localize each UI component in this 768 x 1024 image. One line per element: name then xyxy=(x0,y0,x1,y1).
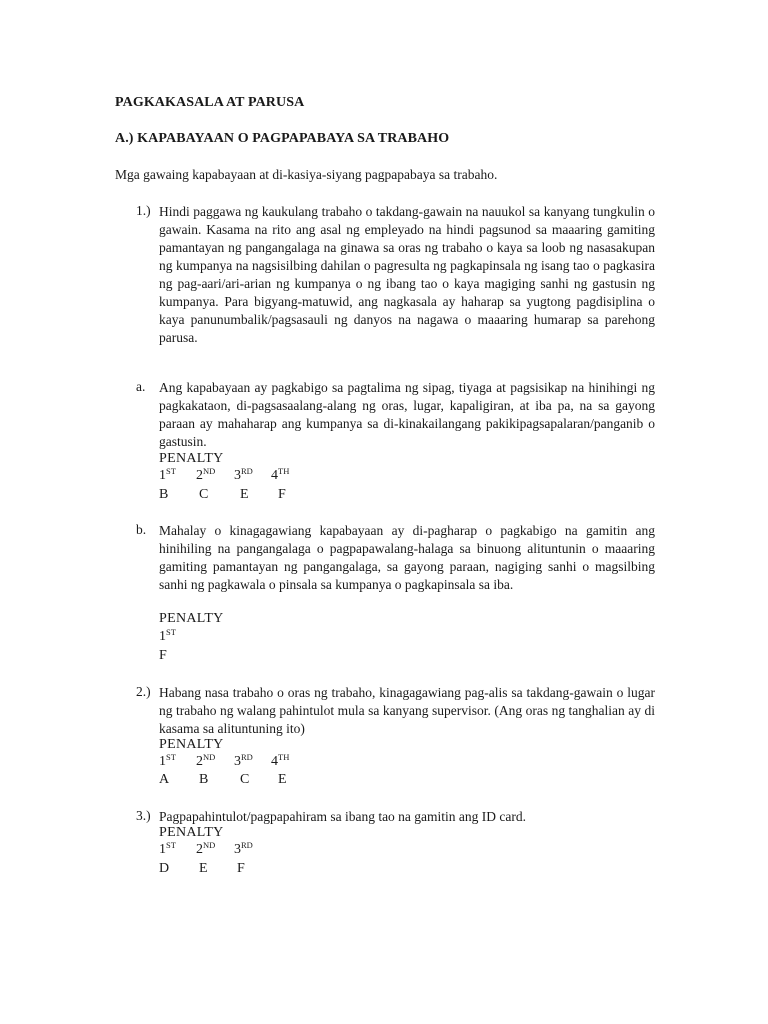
item-marker: 3.) xyxy=(136,808,151,823)
penalty-label: PENALTY xyxy=(159,611,224,626)
item-text: Pagpapahintulot/pagpapahiram sa ibang tao na gamitin ang ID card. xyxy=(159,809,527,824)
item-text: Habang nasa trabaho o oras ng trabaho, kinagagawiang pag-alis sa takdang-gawain o lugar ng trabaho ng walang pahintulot mula sa kanyang supervisor. (Ang oras ng tanghalian ay di kasama sa alituntuning ito) xyxy=(159,685,655,736)
offense-ordinal: 3RD xyxy=(234,840,253,857)
offense-ordinal: 1ST xyxy=(159,840,176,857)
offense-ordinal: 1ST xyxy=(159,627,176,644)
penalty-code: E xyxy=(240,487,249,502)
penalty-code: F xyxy=(159,648,167,663)
penalty-label: PENALTY xyxy=(159,451,224,466)
offense-ordinal: 1ST xyxy=(159,466,176,483)
offense-ordinal: 2ND xyxy=(196,752,216,769)
offense-ordinal: 4TH xyxy=(271,752,290,769)
item-marker: 1.) xyxy=(136,203,151,218)
penalty-label: PENALTY xyxy=(159,737,224,752)
offense-ordinal: 2ND xyxy=(196,840,216,857)
item-marker: 2.) xyxy=(136,684,151,699)
penalty-code: F xyxy=(278,487,286,502)
offense-ordinal: 2ND xyxy=(196,466,216,483)
item-text: Ang kapabayaan ay pagkabigo sa pagtalima ng sipag, tiyaga at pagsisikap na hinihingi ng pagkakataon, di-pagsasaalang-alang ng oras, lugar, kapaligiran, at iba pa, na sa gayong paraan ay mahaharap ang kumpanya sa di-kinakailangang pakikipagsapalaran/panganib o gastusin. xyxy=(159,380,655,449)
item-marker: a. xyxy=(136,379,146,394)
penalty-code: C xyxy=(199,487,209,502)
section-heading: A.) KAPABAYAAN O PAGPAPABAYA SA TRABAHO xyxy=(115,131,450,146)
penalty-code: B xyxy=(199,772,209,787)
penalty-code: F xyxy=(237,861,245,876)
penalty-code: C xyxy=(240,772,250,787)
section-intro: Mga gawaing kapabayaan at di-kasiya-siyang pagpapabaya sa trabaho. xyxy=(115,167,498,182)
offense-ordinal: 4TH xyxy=(271,466,290,483)
item-text: Hindi paggawa ng kaukulang trabaho o takdang-gawain na nauukol sa kanyang tungkulin o gawain. Kasama na rito ang asal ng empleyado na hindi pagsunod sa maaaring gamiting pamantayan ng pangangalaga na ginawa sa oras ng trabaho o kaya sa loob ng nasasakupan ng kumpanya na nagsisilbing dahilan o pagresulta ng pagkapinsala ng isang tao o pagkasira ng pag-aari/ari-arian ng kumpanya o ng ibang tao o kaya magiging sanhi ng gastusin ng kumpanya. Para bigyang-matuwid, ang nagkasala ay haharap sa yugtong pagdisiplina o kaya panunumbalik/pagsasauli ng danyos na nagawa o maaaring humarap sa parehong parusa. xyxy=(159,204,655,345)
penalty-label: PENALTY xyxy=(159,825,224,840)
offense-ordinal: 3RD xyxy=(234,752,253,769)
penalty-code: E xyxy=(278,772,287,787)
item-marker: b. xyxy=(136,522,147,537)
offense-ordinal: 3RD xyxy=(234,466,253,483)
item-text: Mahalay o kinagagawiang kapabayaan ay di-pagharap o pagkabigo na gamitin ang hinihiling na pangangalaga o pagpapawalang-halaga sa binuong alituntunin o maaaring gamiting pamantayan ng pangangalaga, sa gayong paraan, nagiging sanhi o magsilbing sanhi ng pagkawala o pinsala sa kumpanya o pagkapinsala sa iba. xyxy=(159,523,655,592)
document-title: PAGKAKASALA AT PARUSA xyxy=(115,95,305,110)
penalty-code: D xyxy=(159,861,170,876)
penalty-code: E xyxy=(199,861,208,876)
penalty-code: B xyxy=(159,487,169,502)
offense-ordinal: 1ST xyxy=(159,752,176,769)
penalty-code: A xyxy=(159,772,170,787)
